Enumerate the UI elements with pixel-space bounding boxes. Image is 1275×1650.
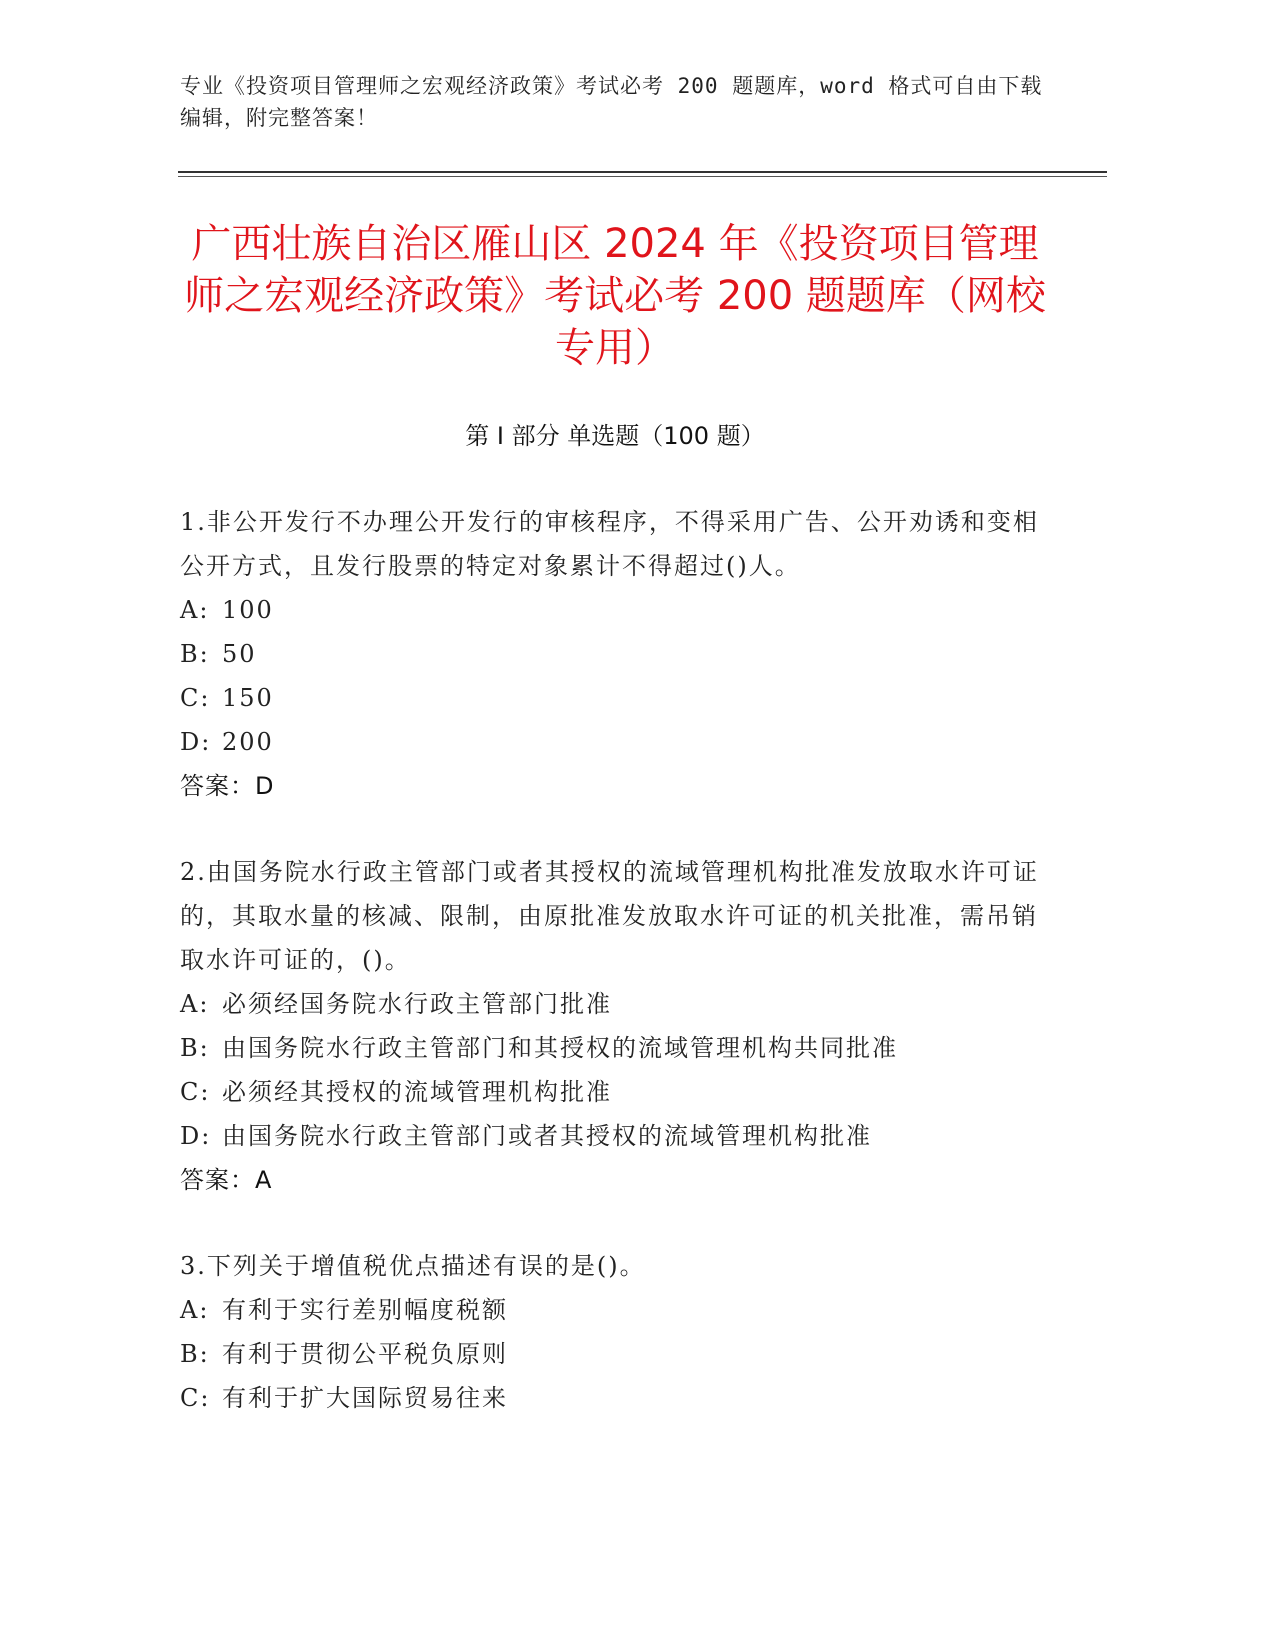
question-list	[180, 500, 1060, 1462]
option-key: A:	[180, 596, 210, 624]
question-1	[180, 500, 1060, 808]
question-stem: 1.非公开发行不办理公开发行的审核程序，不得采用广告、公开劝诱和变相公开方式，且发行股票的特定对象累计不得超过()人。	[180, 508, 1039, 580]
option-a	[180, 982, 1060, 1026]
header-divider-thick	[178, 171, 1107, 173]
question-2	[180, 850, 1060, 1202]
option-key: C:	[180, 1384, 211, 1412]
option-text: 150	[222, 684, 274, 712]
option-key: A:	[180, 1296, 210, 1324]
option-text: 有利于实行差别幅度税额	[222, 1296, 508, 1324]
option-text: 由国务院水行政主管部门和其授权的流域管理机构共同批准	[222, 1034, 898, 1062]
option-key: D:	[180, 1122, 212, 1150]
header-divider-thin	[178, 176, 1107, 177]
option-a	[180, 588, 1060, 632]
option-c	[180, 1070, 1060, 1114]
option-c	[180, 676, 1060, 720]
option-key: D:	[180, 728, 212, 756]
answer-line: 答案：A	[180, 1166, 273, 1194]
option-text: 有利于扩大国际贸易往来	[222, 1384, 508, 1412]
question-stem: 3.下列关于增值税优点描述有误的是()。	[180, 1252, 646, 1280]
option-text: 200	[222, 728, 274, 756]
option-key: C:	[180, 1078, 211, 1106]
option-text: 50	[222, 640, 257, 668]
header-note: 专业《投资项目管理师之宏观经济政策》考试必考 200 题题库，word 格式可自由下载编辑，附完整答案！	[180, 74, 1043, 130]
answer-line: 答案：D	[180, 772, 275, 800]
option-key: C:	[180, 684, 211, 712]
question-3	[180, 1244, 1060, 1420]
option-key: B:	[180, 1340, 210, 1368]
option-key: B:	[180, 640, 210, 668]
option-d	[180, 1114, 1060, 1158]
option-b	[180, 1332, 1060, 1376]
option-b	[180, 632, 1060, 676]
option-text: 有利于贯彻公平税负原则	[222, 1340, 508, 1368]
document-title: 广西壮族自治区雁山区 2024 年《投资项目管理师之宏观经济政策》考试必考 200 题题库（网校专用）	[184, 221, 1046, 371]
option-d	[180, 720, 1060, 764]
option-text: 100	[222, 596, 274, 624]
option-key: A:	[180, 990, 210, 1018]
section-heading: 第 I 部分 单选题（100 题）	[465, 422, 765, 450]
option-key: B:	[180, 1034, 210, 1062]
option-b	[180, 1026, 1060, 1070]
option-text: 由国务院水行政主管部门或者其授权的流域管理机构批准	[222, 1122, 872, 1150]
question-stem: 2.由国务院水行政主管部门或者其授权的流域管理机构批准发放取水许可证的，其取水量的核减、限制，由原批准发放取水许可证的机关批准，需吊销取水许可证的，()。	[180, 858, 1039, 974]
option-c	[180, 1376, 1060, 1420]
option-a	[180, 1288, 1060, 1332]
option-text: 必须经其授权的流域管理机构批准	[222, 1078, 612, 1106]
option-text: 必须经国务院水行政主管部门批准	[222, 990, 612, 1018]
